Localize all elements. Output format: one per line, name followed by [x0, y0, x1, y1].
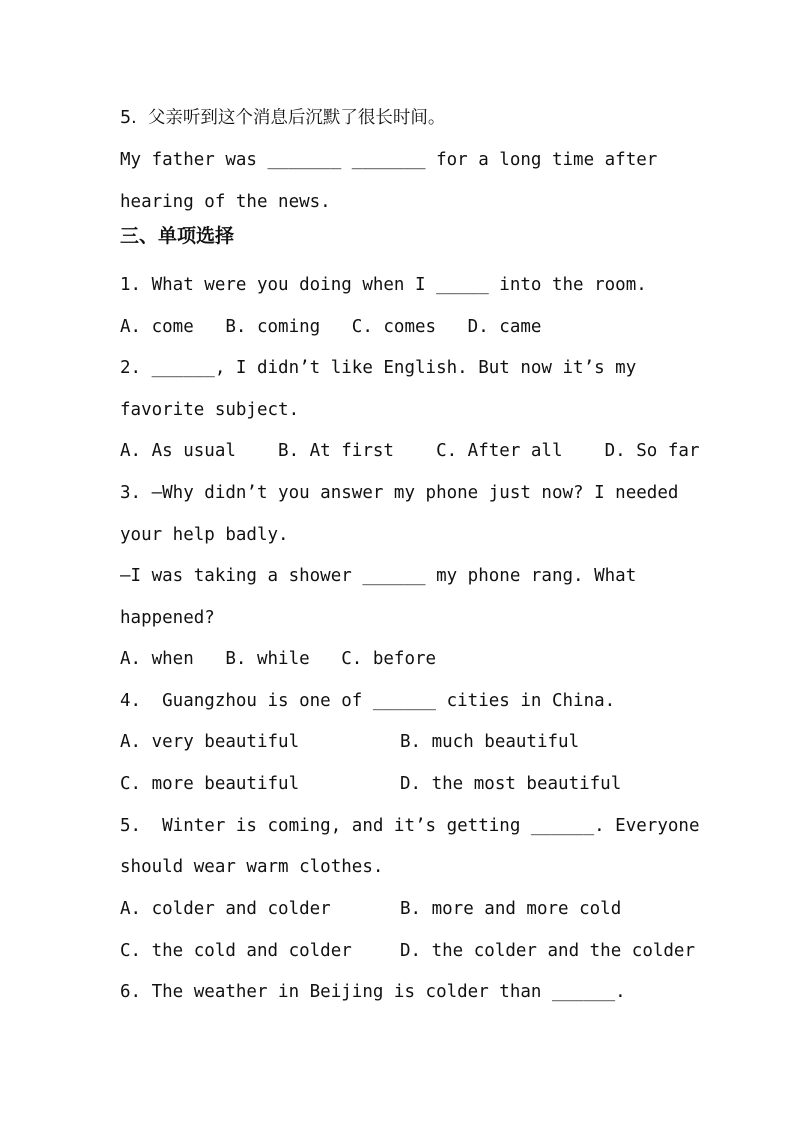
question-5-stem-line1: 5. Winter is coming, and it’s getting ______. Everyone [120, 816, 700, 836]
translation-item-sentence-line2: hearing of the news. [120, 192, 331, 212]
question-4-option-b: B. much beautiful [400, 732, 580, 752]
question-3-stem-line2: your help badly. [120, 525, 289, 545]
translation-item-sentence-line1: My father was _______ _______ for a long time after [120, 150, 658, 170]
question-1-options: A. come B. coming C. comes D. came [120, 317, 542, 337]
question-5-option-b: B. more and more cold [400, 899, 622, 919]
question-5-stem-line2: should wear warm clothes. [120, 857, 384, 877]
question-6-stem: 6. The weather in Beijing is colder than ______. [120, 982, 626, 1002]
question-5-option-d: D. the colder and the colder [400, 941, 696, 961]
question-2-stem-line2: favorite subject. [120, 400, 300, 420]
question-3-stem-line3: —I was taking a shower ______ my phone rang. What [120, 566, 637, 586]
question-2-stem-line1: 2. ______, I didn’t like English. But now it’s my [120, 358, 637, 378]
question-4-option-c: C. more beautiful [120, 774, 300, 794]
question-3-options: A. when B. while C. before [120, 649, 437, 669]
question-1-stem: 1. What were you doing when I _____ into the room. [120, 275, 647, 295]
question-4-option-a: A. very beautiful [120, 732, 300, 752]
question-2-options: A. As usual B. At first C. After all D. So far [120, 441, 700, 461]
question-4-stem: 4. Guangzhou is one of ______ cities in China. [120, 691, 616, 711]
question-3-stem-line4: happened? [120, 608, 215, 628]
translation-item-prompt: 5. 父亲听到这个消息后沉默了很长时间。 [120, 108, 446, 128]
question-4-option-d: D. the most beautiful [400, 774, 622, 794]
question-3-stem-line1: 3. —Why didn’t you answer my phone just now? I needed [120, 483, 679, 503]
question-5-option-c: C. the cold and colder [120, 941, 352, 961]
section-title: 三、单项选择 [120, 225, 235, 247]
question-5-option-a: A. colder and colder [120, 899, 331, 919]
